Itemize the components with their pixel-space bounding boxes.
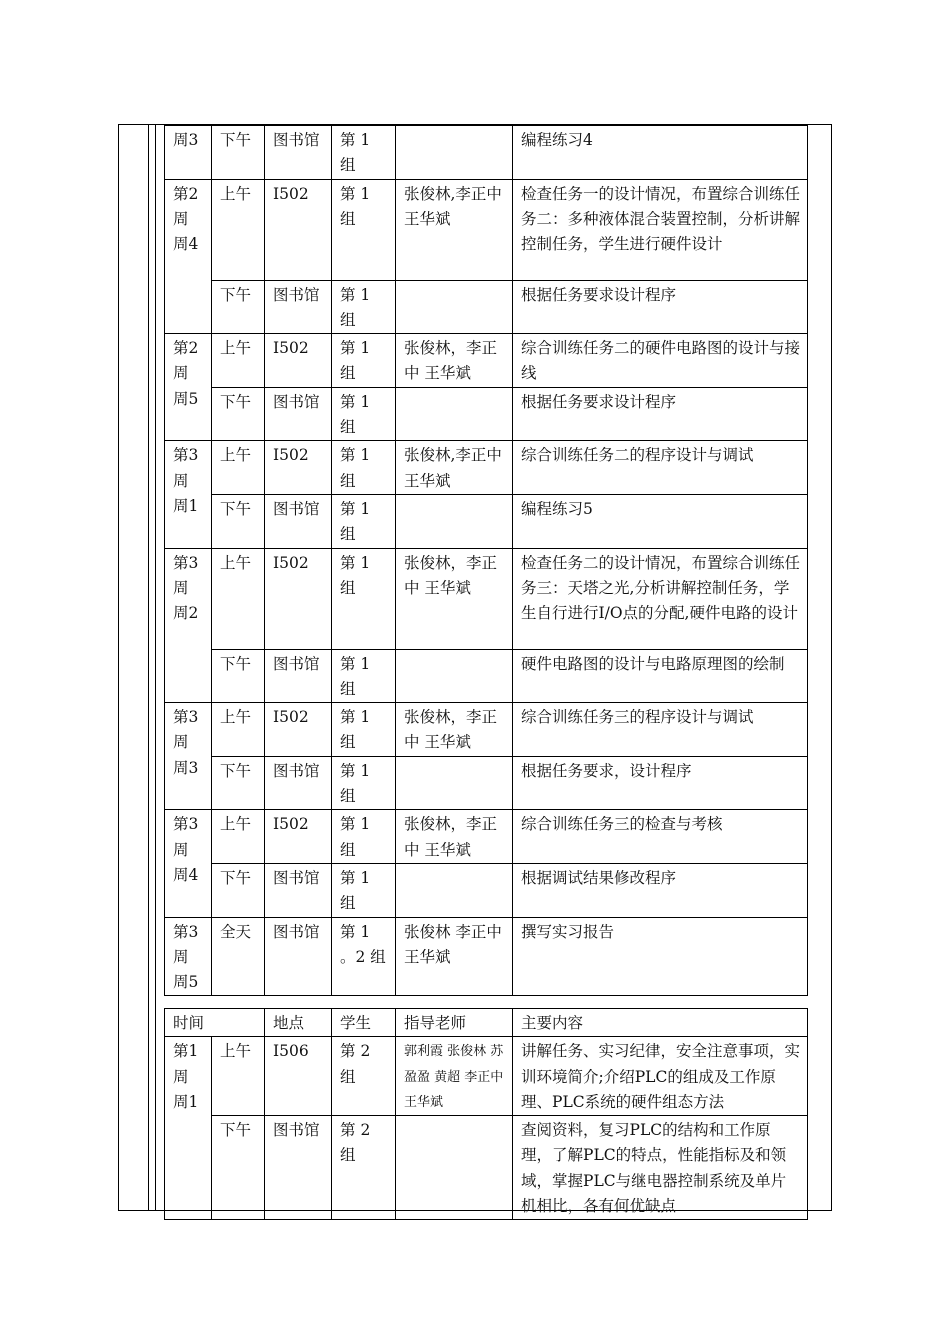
teacher-cell [396, 494, 513, 548]
teacher-cell: 张俊林，李正中 王华斌 [396, 703, 513, 757]
teacher-cell [396, 387, 513, 441]
table-row [165, 1116, 808, 1220]
day-cell: 第2周 周5 [165, 334, 212, 441]
group-cell: 第 1 组 [332, 280, 396, 334]
table-row [165, 441, 808, 495]
location-cell: I502 [265, 548, 332, 649]
teacher-cell: 张俊林,李正中 王华斌 [396, 179, 513, 280]
period-cell: 上午 [212, 334, 265, 388]
content-cell: 讲解任务、实习纪律，安全注意事项，实训环境简介;介绍PLC的组成及工作原理、PLC系统的硬件组态方法 [513, 1037, 808, 1116]
location-cell: 图书馆 [265, 126, 332, 180]
period-cell: 上午 [212, 810, 265, 864]
table-row [165, 810, 808, 864]
period-cell: 下午 [212, 1116, 265, 1220]
table-row [165, 280, 808, 334]
table-row [165, 494, 808, 548]
table-row [165, 334, 808, 388]
table-row [165, 863, 808, 917]
content-cell: 根据任务要求设计程序 [513, 280, 808, 334]
group-cell: 第 1 组 [332, 334, 396, 388]
day-cell: 第3周 周5 [165, 917, 212, 996]
group-cell: 第 1 。2 组 [332, 917, 396, 996]
group-cell: 第 2 组 [332, 1116, 396, 1220]
group-cell: 第 1 组 [332, 703, 396, 757]
period-cell: 下午 [212, 863, 265, 917]
content-cell: 根据调试结果修改程序 [513, 863, 808, 917]
content-cell: 根据任务要求，设计程序 [513, 756, 808, 810]
teacher-cell [396, 280, 513, 334]
day-cell: 第3周 周1 [165, 441, 212, 548]
location-cell: 图书馆 [265, 649, 332, 703]
location-cell: I506 [265, 1037, 332, 1116]
table-row [165, 179, 808, 280]
teacher-cell: 张俊林，李正中 王华斌 [396, 334, 513, 388]
period-cell: 下午 [212, 126, 265, 180]
period-cell: 下午 [212, 649, 265, 703]
location-cell: 图书馆 [265, 1116, 332, 1220]
schedule-table-group1 [164, 125, 808, 996]
group-cell: 第 1 组 [332, 179, 396, 280]
schedule-table-group2 [164, 1008, 808, 1220]
teacher-cell: 张俊林 李正中 王华斌 [396, 917, 513, 996]
header-location: 地点 [265, 1009, 332, 1037]
location-cell: 图书馆 [265, 387, 332, 441]
content-cell: 检查任务二的设计情况，布置综合训练任务三：天塔之光,分析讲解控制任务，学生自行进行I/O点的分配,硬件电路的设计 [513, 548, 808, 649]
header-student: 学生 [332, 1009, 396, 1037]
period-cell: 下午 [212, 494, 265, 548]
group-cell: 第 1 组 [332, 387, 396, 441]
location-cell: 图书馆 [265, 756, 332, 810]
location-cell: I502 [265, 810, 332, 864]
content-cell: 查阅资料，复习PLC的结构和工作原理，了解PLC的特点，性能指标及和领域，掌握PLC与继电器控制系统及单片机相比，各有何优缺点 [513, 1116, 808, 1220]
teacher-cell [396, 649, 513, 703]
period-cell: 上午 [212, 179, 265, 280]
group-cell: 第 1 组 [332, 441, 396, 495]
teacher-cell [396, 126, 513, 180]
day-cell: 周3 [165, 126, 212, 180]
table-row [165, 548, 808, 649]
day-cell: 第3周 周3 [165, 703, 212, 810]
period-cell: 上午 [212, 703, 265, 757]
location-cell: I502 [265, 179, 332, 280]
content-cell: 综合训练任务三的程序设计与调试 [513, 703, 808, 757]
content-cell: 检查任务一的设计情况，布置综合训练任务二：多种液体混合装置控制，分析讲解控制任务，学生进行硬件设计 [513, 179, 808, 280]
content-cell: 撰写实习报告 [513, 917, 808, 996]
group-cell: 第 2 组 [332, 1037, 396, 1116]
period-cell: 下午 [212, 756, 265, 810]
group-cell: 第 1 组 [332, 756, 396, 810]
content-cell: 根据任务要求设计程序 [513, 387, 808, 441]
teacher-cell: 张俊林，李正中 王华斌 [396, 810, 513, 864]
content-cell: 硬件电路图的设计与电路原理图的绘制 [513, 649, 808, 703]
content-cell: 编程练习5 [513, 494, 808, 548]
location-cell: I502 [265, 703, 332, 757]
location-cell: 图书馆 [265, 863, 332, 917]
period-cell: 下午 [212, 280, 265, 334]
content-cell: 综合训练任务三的检查与考核 [513, 810, 808, 864]
day-cell: 第1周 周1 [165, 1037, 212, 1220]
period-cell: 下午 [212, 387, 265, 441]
location-cell: 图书馆 [265, 494, 332, 548]
left-rule-inner [155, 124, 156, 1211]
period-cell: 全天 [212, 917, 265, 996]
period-cell: 上午 [212, 441, 265, 495]
group-cell: 第 1 组 [332, 810, 396, 864]
teacher-cell: 张俊林,李正中 王华斌 [396, 441, 513, 495]
group-cell: 第 1 组 [332, 494, 396, 548]
period-cell: 上午 [212, 1037, 265, 1116]
location-cell: 图书馆 [265, 917, 332, 996]
group-cell: 第 1 组 [332, 863, 396, 917]
teacher-cell [396, 863, 513, 917]
content-cell: 编程练习4 [513, 126, 808, 180]
location-cell: I502 [265, 441, 332, 495]
header-content: 主要内容 [513, 1009, 808, 1037]
table-row [165, 756, 808, 810]
teacher-cell [396, 1116, 513, 1220]
group-cell: 第 1 组 [332, 649, 396, 703]
content-cell: 综合训练任务二的硬件电路图的设计与接线 [513, 334, 808, 388]
location-cell: 图书馆 [265, 280, 332, 334]
group-cell: 第 1 组 [332, 126, 396, 180]
content-cell: 综合训练任务二的程序设计与调试 [513, 441, 808, 495]
day-cell: 第2周 周4 [165, 179, 212, 334]
header-time: 时间 [165, 1009, 265, 1037]
table-row [165, 649, 808, 703]
table-row [165, 703, 808, 757]
teacher-cell: 郭利霞 张俊林 苏盈盈 黄超 李正中 王华斌 [396, 1037, 513, 1116]
table-row [165, 1037, 808, 1116]
header-teacher: 指导老师 [396, 1009, 513, 1037]
location-cell: I502 [265, 334, 332, 388]
table-header-row [165, 1009, 808, 1037]
teacher-cell: 张俊林，李正中 王华斌 [396, 548, 513, 649]
teacher-cell [396, 756, 513, 810]
day-cell: 第3周 周2 [165, 548, 212, 703]
day-cell: 第3周 周4 [165, 810, 212, 917]
table-row [165, 126, 808, 180]
table-row [165, 917, 808, 996]
left-rule [148, 124, 149, 1211]
table-row [165, 387, 808, 441]
group-cell: 第 1 组 [332, 548, 396, 649]
period-cell: 上午 [212, 548, 265, 649]
